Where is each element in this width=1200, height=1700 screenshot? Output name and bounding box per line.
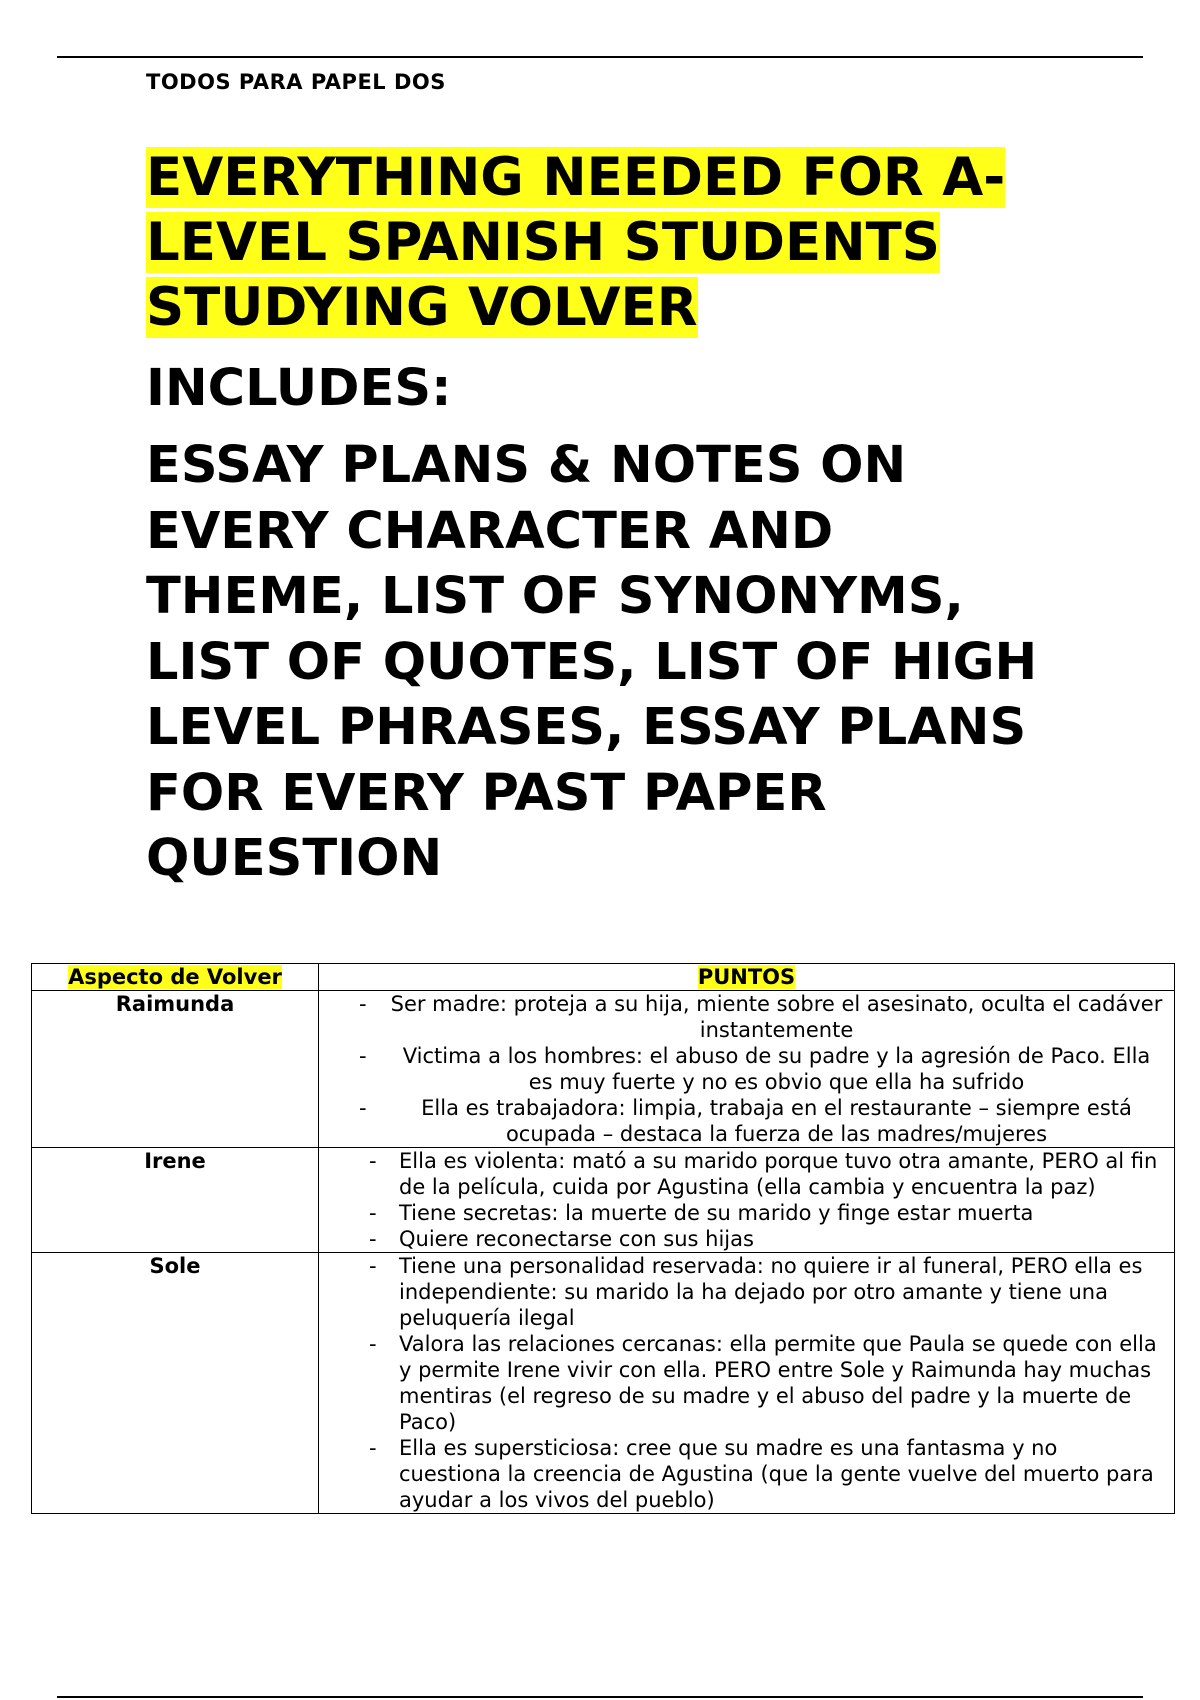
title-line-1: EVERYTHING NEEDED FOR A- <box>146 147 1006 208</box>
contents-description: ESSAY PLANS & NOTES ON EVERY CHARACTER AND THEME, LIST OF SYNONYMS, LIST OF QUOTES, LIST OF HIGH LEVEL PHRASES, ESSAY PLANS FOR EVERY PAST PAPER QUESTION <box>146 436 1038 888</box>
points-list <box>319 1253 1174 1513</box>
top-rule <box>57 56 1143 58</box>
list-item: - Victima a los hombres: el abuso de su padre y la agresión de Paco. Ella es muy fuerte y no es obvio que ella ha sufrido <box>359 1043 1164 1095</box>
title-block <box>146 145 1046 892</box>
list-item: - Ella es trabajadora: limpia, trabaja en el restaurante – siempre está ocupada – destaca la fuerza de las madres/mujeres <box>359 1095 1164 1147</box>
header-points: PUNTOS <box>319 964 1175 991</box>
list-item: - Ser madre: proteja a su hija, miente sobre el asesinato, oculta el cadáver instantemente <box>359 991 1164 1043</box>
table-row <box>32 1148 1175 1253</box>
list-item: - Tiene secretas: la muerte de su marido y finge estar muerta <box>369 1200 1162 1226</box>
list-item: - Quiere reconectarse con sus hijas <box>369 1226 1162 1252</box>
points-cell <box>319 1148 1175 1253</box>
points-cell <box>319 1253 1175 1514</box>
points-list <box>319 991 1174 1147</box>
notes-table <box>31 963 1175 1514</box>
aspect-cell: Raimunda <box>32 991 319 1148</box>
includes-heading: INCLUDES: <box>146 359 452 418</box>
table-header-row <box>32 964 1175 991</box>
main-title <box>146 145 1046 340</box>
list-item: - Valora las relaciones cercanas: ella permite que Paula se quede con ella y permite Irene vivir con ella. PERO entre Sole y Raimunda hay muchas mentiras (el regreso de su madre y el abuso del padre y la muerte de Paco) <box>369 1331 1162 1435</box>
header-aspect: Aspecto de Volver <box>32 964 319 991</box>
title-line-2: LEVEL SPANISH STUDENTS <box>146 212 940 273</box>
table-row <box>32 1253 1175 1514</box>
list-item: - Tiene una personalidad reservada: no quiere ir al funeral, PERO ella es independiente: su marido la ha dejado por otro amante y tiene una peluquería ilegal <box>369 1253 1162 1331</box>
list-item: - Ella es supersticiosa: cree que su madre es una fantasma y no cuestiona la creencia de Agustina (que la gente vuelve del muerto para ayudar a los vivos del pueblo) <box>369 1435 1162 1513</box>
points-list <box>319 1148 1174 1252</box>
list-item: - Ella es violenta: mató a su marido porque tuvo otra amante, PERO al fin de la película, cuida por Agustina (ella cambia y encuentra la paz) <box>369 1148 1162 1200</box>
page-header: TODOS PARA PAPEL DOS <box>146 70 446 94</box>
aspect-cell: Sole <box>32 1253 319 1514</box>
title-line-3: STUDYING VOLVER <box>146 277 698 338</box>
table-row <box>32 991 1175 1148</box>
aspect-cell: Irene <box>32 1148 319 1253</box>
points-cell <box>319 991 1175 1148</box>
bottom-rule <box>57 1696 1143 1698</box>
